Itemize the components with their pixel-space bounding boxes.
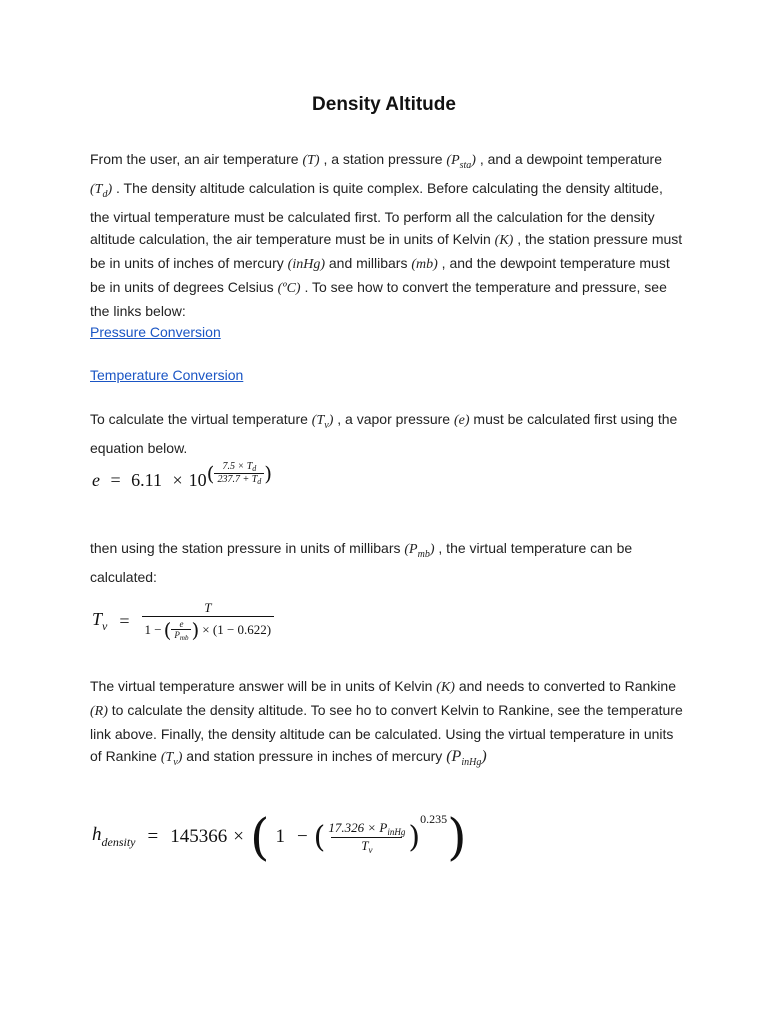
symbol-inhg: (inHg) (287, 257, 325, 272)
symbol-virtual-temperature: $(T_v)$ (160, 750, 183, 768)
text-run: . The density altitude calculation is quite complex. Before calculating the density altitude, the virtual temperature must be calculated first. To perform all the calculation for the density altitude calculation, the air temperature must be in units of Kelvin (90, 180, 663, 247)
text-run: To calculate the virtual temperature (90, 411, 312, 427)
symbol-celsius: (ºC) (277, 281, 301, 296)
text-run: and millibars (324, 255, 412, 271)
temperature-conversion-link[interactable]: Temperature Conversion (90, 367, 244, 383)
text-run: , and the dewpoint temperature must be in units of degrees Celsius (90, 255, 670, 295)
symbol-mb: (mb) (411, 257, 438, 272)
text-run: and station pressure in inches of mercury (182, 748, 447, 764)
density-altitude-paragraph (90, 675, 686, 774)
vapor-pressure-equation: e = 6.11 × 10( $\frac{7.5 \times T_d}{237.7 + T_d}$ ) (92, 461, 273, 490)
text-run: , a station pressure (319, 151, 447, 167)
symbol-pressure-inhg: $(P_{inHg})$ (446, 748, 487, 768)
intro-paragraph (90, 148, 686, 322)
symbol-vapor-pressure: (e) (453, 413, 470, 428)
symbol-air-temperature: (T) (302, 153, 320, 168)
virtual-temperature-fraction: T 1 − ( $\frac{e}{P_{mb}}$ ) × (1 − 0.622) (142, 600, 275, 642)
page-title: Density Altitude (312, 94, 456, 115)
text-run: , the virtual temperature can be calculated: (90, 540, 633, 585)
text-run: The virtual temperature answer will be in units of Kelvin (90, 678, 437, 694)
text-run: must be calculated first using the equation below. (90, 411, 678, 456)
text-run: . To see how to convert the temperature and pressure, see the links below: (90, 279, 667, 319)
virtual-temperature-equation: $T_v$ = T 1 − ( $\frac{e}{P_{mb}}$ ) × (1 − 0.622) (92, 600, 274, 642)
density-altitude-equation: $h_{density}$ = 145366 × ( 1 − ( $\frac{17.326 \times P_{inHg}}{T_v}$ ) 0.235 ) (92, 808, 467, 866)
text-run: then using the station pressure in units of millibars (90, 540, 405, 556)
text-run: , and a dewpoint temperature (475, 151, 662, 167)
density-fraction: $\frac{17.326 \times P_{inHg}}{T_v}$ (328, 819, 406, 855)
text-run: From the user, an air temperature (90, 151, 303, 167)
text-run: , the station pressure must be in units of inches of mercury (90, 231, 683, 271)
symbol-kelvin: (K) (494, 233, 514, 248)
virtual-temperature-paragraph (90, 537, 686, 588)
text-run: , a vapor pressure (333, 411, 454, 427)
text-run: to calculate the density altitude. To see ho to convert Kelvin to Rankine, see the temperature link above. Finally, the density altitude can be calculated. Using the virtual temperature in units of Rankine (90, 702, 683, 764)
symbol-kelvin: (K) (436, 680, 455, 695)
symbol-virtual-temperature: $(T_v)$ (311, 413, 334, 431)
exponent: ( $\frac{7.5 \times T_d}{237.7 + T_d}$ ) (206, 461, 273, 487)
symbol-dewpoint: $(T_d)$ (90, 182, 113, 200)
symbol-rankine: (R) (90, 704, 108, 719)
symbol-pressure-mb: $(P_{mb})$ (404, 542, 435, 560)
text-run: and needs to converted to Rankine (454, 678, 676, 694)
symbol-station-pressure: $(P_{sta})$ (446, 153, 476, 171)
pressure-conversion-link[interactable]: Pressure Conversion (90, 324, 221, 340)
vapor-pressure-paragraph (90, 408, 686, 459)
